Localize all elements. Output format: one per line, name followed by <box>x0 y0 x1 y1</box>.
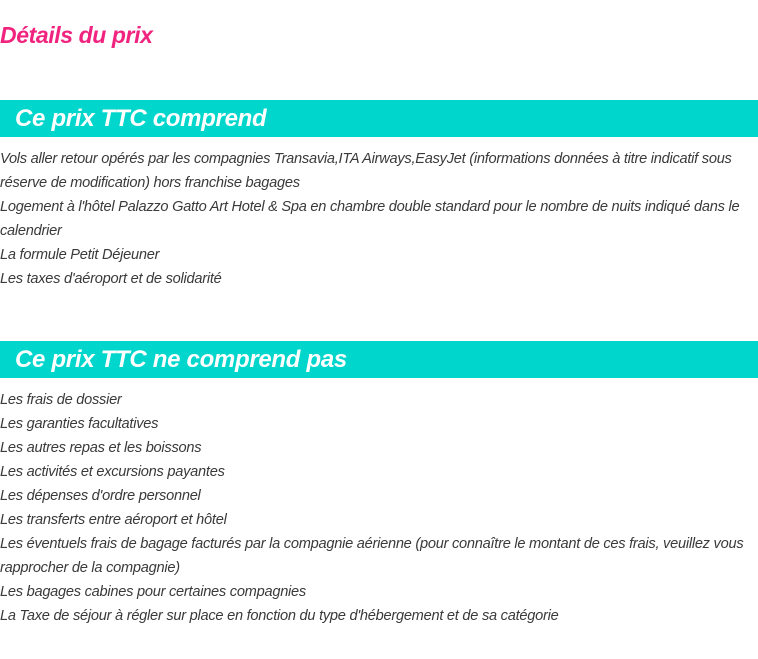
excluded-item: Les garanties facultatives <box>0 416 159 432</box>
included-section-header <box>0 100 758 137</box>
excluded-item: Les autres repas et les boissons <box>0 440 202 456</box>
included-item: Les taxes d'aéroport et de solidarité <box>0 271 222 287</box>
page-title: Détails du prix <box>0 22 153 48</box>
excluded-item: Les activités et excursions payantes <box>0 464 225 480</box>
included-item: Vols aller retour opérés par les compagnies Transavia,ITA Airways,EasyJet (informations données à titre indicatif sous réserve de modification) hors franchise bagages <box>0 151 732 191</box>
excluded-item: La Taxe de séjour à régler sur place en fonction du type d'hébergement et de sa catégorie <box>0 608 559 624</box>
excluded-item: Les dépenses d'ordre personnel <box>0 488 201 504</box>
included-item: Logement à l'hôtel Palazzo Gatto Art Hotel & Spa en chambre double standard pour le nombre de nuits indiqué dans le calendrier <box>0 199 740 239</box>
excluded-heading: Ce prix TTC ne comprend pas <box>15 346 347 373</box>
excluded-item: Les transferts entre aéroport et hôtel <box>0 512 227 528</box>
excluded-item: Les frais de dossier <box>0 392 122 408</box>
included-list <box>0 147 752 291</box>
excluded-item: Les bagages cabines pour certaines compagnies <box>0 584 306 600</box>
excluded-section-header <box>0 341 758 378</box>
included-heading: Ce prix TTC comprend <box>15 105 267 132</box>
included-item: La formule Petit Déjeuner <box>0 247 160 263</box>
excluded-item: Les éventuels frais de bagage facturés par la compagnie aérienne (pour connaître le montant de ces frais, veuillez vous rapprocher de la compagnie) <box>0 536 744 576</box>
excluded-list <box>0 388 752 628</box>
